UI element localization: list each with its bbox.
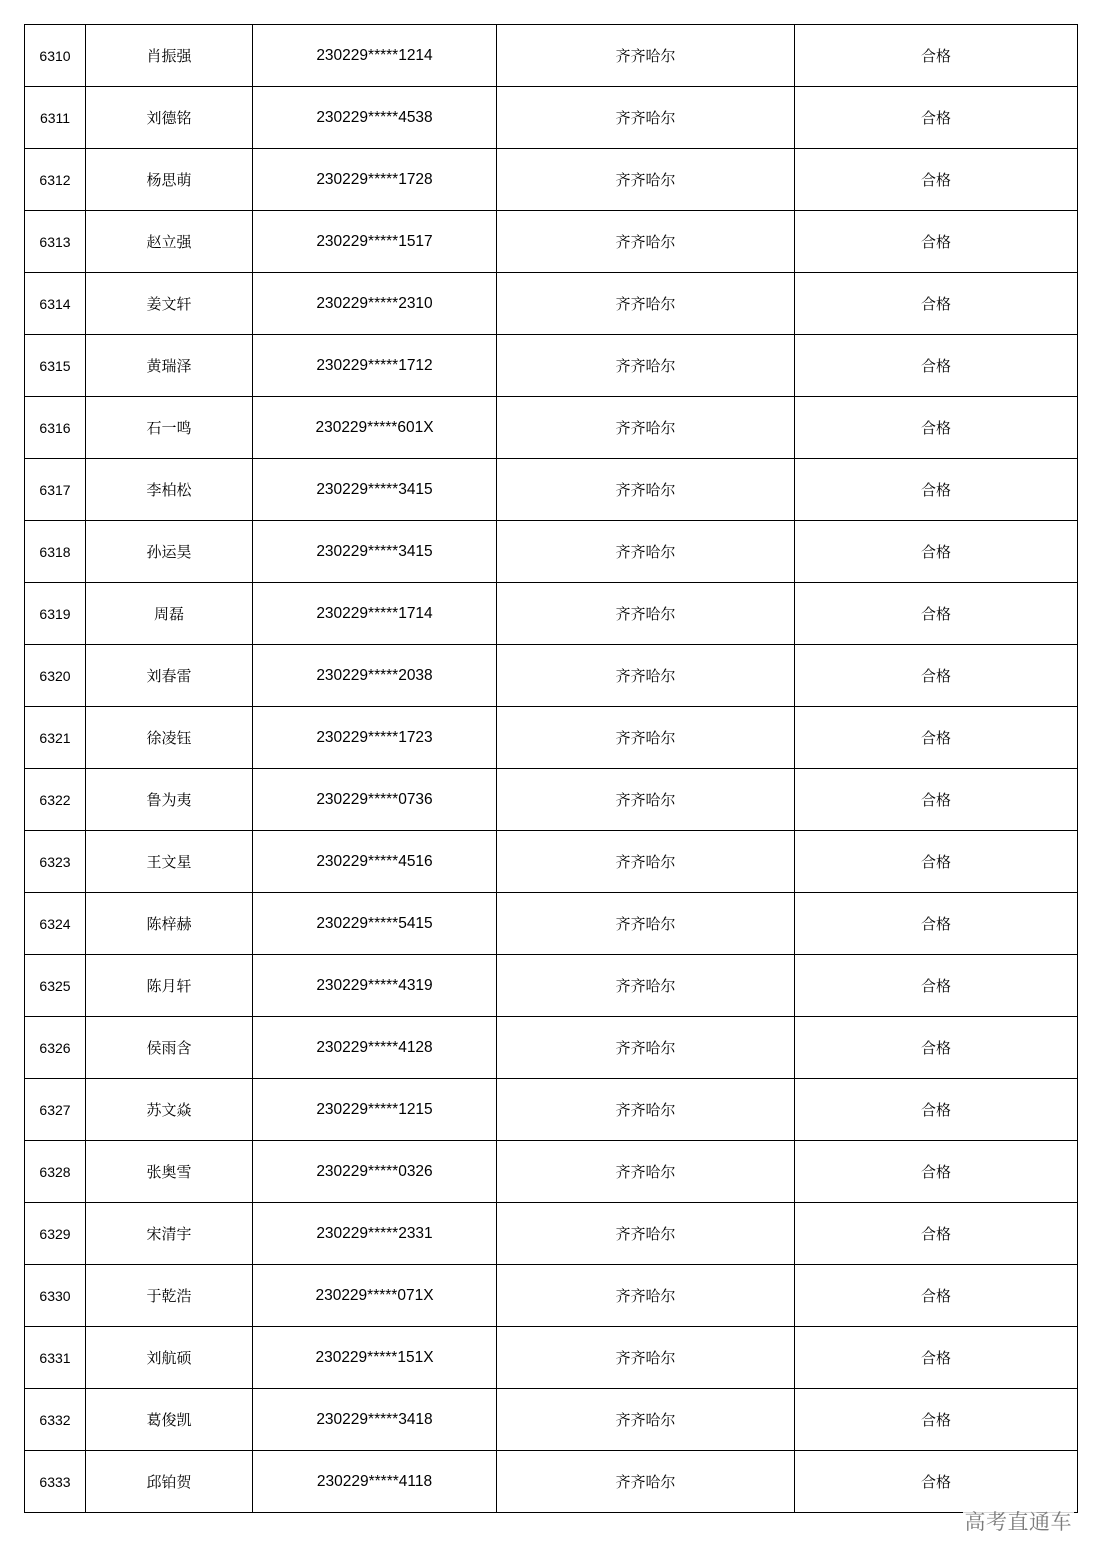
result-cell: 合格 bbox=[795, 149, 1078, 211]
city-cell: 齐齐哈尔 bbox=[497, 645, 795, 707]
serial-number-cell: 6326 bbox=[25, 1017, 86, 1079]
city-cell: 齐齐哈尔 bbox=[497, 1203, 795, 1265]
id-number-cell: 230229*****4118 bbox=[253, 1451, 497, 1513]
serial-number-cell: 6329 bbox=[25, 1203, 86, 1265]
serial-number-cell: 6324 bbox=[25, 893, 86, 955]
table-row bbox=[25, 87, 1078, 149]
name-cell: 陈月轩 bbox=[86, 955, 253, 1017]
table-row bbox=[25, 831, 1078, 893]
result-cell: 合格 bbox=[795, 25, 1078, 87]
serial-number-cell: 6330 bbox=[25, 1265, 86, 1327]
table-row bbox=[25, 1327, 1078, 1389]
serial-number-cell: 6318 bbox=[25, 521, 86, 583]
table-row bbox=[25, 955, 1078, 1017]
name-cell: 刘德铭 bbox=[86, 87, 253, 149]
id-number-cell: 230229*****1723 bbox=[253, 707, 497, 769]
table-row bbox=[25, 1389, 1078, 1451]
watermark-text: 高考直通车 bbox=[963, 1506, 1075, 1536]
name-cell: 宋清宇 bbox=[86, 1203, 253, 1265]
id-number-cell: 230229*****1728 bbox=[253, 149, 497, 211]
serial-number-cell: 6332 bbox=[25, 1389, 86, 1451]
city-cell: 齐齐哈尔 bbox=[497, 1265, 795, 1327]
name-cell: 周磊 bbox=[86, 583, 253, 645]
city-cell: 齐齐哈尔 bbox=[497, 211, 795, 273]
serial-number-cell: 6327 bbox=[25, 1079, 86, 1141]
city-cell: 齐齐哈尔 bbox=[497, 1451, 795, 1513]
table-row bbox=[25, 1203, 1078, 1265]
result-cell: 合格 bbox=[795, 521, 1078, 583]
city-cell: 齐齐哈尔 bbox=[497, 1017, 795, 1079]
name-cell: 肖振强 bbox=[86, 25, 253, 87]
serial-number-cell: 6333 bbox=[25, 1451, 86, 1513]
serial-number-cell: 6331 bbox=[25, 1327, 86, 1389]
id-number-cell: 230229*****3418 bbox=[253, 1389, 497, 1451]
city-cell: 齐齐哈尔 bbox=[497, 459, 795, 521]
name-cell: 邱铂贺 bbox=[86, 1451, 253, 1513]
id-number-cell: 230229*****1712 bbox=[253, 335, 497, 397]
table-row bbox=[25, 1141, 1078, 1203]
city-cell: 齐齐哈尔 bbox=[497, 149, 795, 211]
serial-number-cell: 6314 bbox=[25, 273, 86, 335]
id-number-cell: 230229*****0736 bbox=[253, 769, 497, 831]
id-number-cell: 230229*****4319 bbox=[253, 955, 497, 1017]
result-cell: 合格 bbox=[795, 583, 1078, 645]
id-number-cell: 230229*****4538 bbox=[253, 87, 497, 149]
serial-number-cell: 6320 bbox=[25, 645, 86, 707]
city-cell: 齐齐哈尔 bbox=[497, 1327, 795, 1389]
result-cell: 合格 bbox=[795, 1265, 1078, 1327]
id-number-cell: 230229*****0326 bbox=[253, 1141, 497, 1203]
city-cell: 齐齐哈尔 bbox=[497, 335, 795, 397]
id-number-cell: 230229*****1215 bbox=[253, 1079, 497, 1141]
id-number-cell: 230229*****2038 bbox=[253, 645, 497, 707]
name-cell: 姜文轩 bbox=[86, 273, 253, 335]
city-cell: 齐齐哈尔 bbox=[497, 831, 795, 893]
name-cell: 侯雨含 bbox=[86, 1017, 253, 1079]
name-cell: 石一鸣 bbox=[86, 397, 253, 459]
serial-number-cell: 6319 bbox=[25, 583, 86, 645]
city-cell: 齐齐哈尔 bbox=[497, 25, 795, 87]
result-cell: 合格 bbox=[795, 1079, 1078, 1141]
result-cell: 合格 bbox=[795, 459, 1078, 521]
name-cell: 孙运昊 bbox=[86, 521, 253, 583]
city-cell: 齐齐哈尔 bbox=[497, 1389, 795, 1451]
city-cell: 齐齐哈尔 bbox=[497, 955, 795, 1017]
serial-number-cell: 6311 bbox=[25, 87, 86, 149]
city-cell: 齐齐哈尔 bbox=[497, 1141, 795, 1203]
result-cell: 合格 bbox=[795, 1389, 1078, 1451]
table-row bbox=[25, 1017, 1078, 1079]
serial-number-cell: 6317 bbox=[25, 459, 86, 521]
result-cell: 合格 bbox=[795, 1203, 1078, 1265]
name-cell: 刘春雷 bbox=[86, 645, 253, 707]
id-number-cell: 230229*****4516 bbox=[253, 831, 497, 893]
id-number-cell: 230229*****601X bbox=[253, 397, 497, 459]
city-cell: 齐齐哈尔 bbox=[497, 521, 795, 583]
name-cell: 陈梓赫 bbox=[86, 893, 253, 955]
id-number-cell: 230229*****3415 bbox=[253, 521, 497, 583]
table-row bbox=[25, 459, 1078, 521]
name-cell: 于乾浩 bbox=[86, 1265, 253, 1327]
name-cell: 鲁为夷 bbox=[86, 769, 253, 831]
name-cell: 张奥雪 bbox=[86, 1141, 253, 1203]
id-number-cell: 230229*****151X bbox=[253, 1327, 497, 1389]
serial-number-cell: 6323 bbox=[25, 831, 86, 893]
id-number-cell: 230229*****071X bbox=[253, 1265, 497, 1327]
result-cell: 合格 bbox=[795, 1017, 1078, 1079]
serial-number-cell: 6313 bbox=[25, 211, 86, 273]
result-cell: 合格 bbox=[795, 1141, 1078, 1203]
result-cell: 合格 bbox=[795, 211, 1078, 273]
result-cell: 合格 bbox=[795, 893, 1078, 955]
table-row bbox=[25, 521, 1078, 583]
result-cell: 合格 bbox=[795, 397, 1078, 459]
id-number-cell: 230229*****3415 bbox=[253, 459, 497, 521]
id-number-cell: 230229*****2331 bbox=[253, 1203, 497, 1265]
id-number-cell: 230229*****1214 bbox=[253, 25, 497, 87]
result-cell: 合格 bbox=[795, 955, 1078, 1017]
table-row bbox=[25, 335, 1078, 397]
table-row bbox=[25, 707, 1078, 769]
city-cell: 齐齐哈尔 bbox=[497, 769, 795, 831]
table-row bbox=[25, 149, 1078, 211]
serial-number-cell: 6312 bbox=[25, 149, 86, 211]
result-cell: 合格 bbox=[795, 335, 1078, 397]
table-row bbox=[25, 1451, 1078, 1513]
serial-number-cell: 6315 bbox=[25, 335, 86, 397]
city-cell: 齐齐哈尔 bbox=[497, 893, 795, 955]
result-cell: 合格 bbox=[795, 831, 1078, 893]
table-row bbox=[25, 25, 1078, 87]
table-row bbox=[25, 1079, 1078, 1141]
city-cell: 齐齐哈尔 bbox=[497, 583, 795, 645]
table-row bbox=[25, 645, 1078, 707]
city-cell: 齐齐哈尔 bbox=[497, 87, 795, 149]
city-cell: 齐齐哈尔 bbox=[497, 397, 795, 459]
city-cell: 齐齐哈尔 bbox=[497, 707, 795, 769]
result-cell: 合格 bbox=[795, 273, 1078, 335]
id-number-cell: 230229*****1714 bbox=[253, 583, 497, 645]
name-cell: 葛俊凯 bbox=[86, 1389, 253, 1451]
name-cell: 刘航硕 bbox=[86, 1327, 253, 1389]
name-cell: 赵立强 bbox=[86, 211, 253, 273]
table-row bbox=[25, 397, 1078, 459]
result-cell: 合格 bbox=[795, 87, 1078, 149]
result-cell: 合格 bbox=[795, 645, 1078, 707]
table-body bbox=[25, 25, 1078, 1513]
table-row bbox=[25, 893, 1078, 955]
serial-number-cell: 6322 bbox=[25, 769, 86, 831]
table-row bbox=[25, 1265, 1078, 1327]
name-cell: 杨思萌 bbox=[86, 149, 253, 211]
id-number-cell: 230229*****2310 bbox=[253, 273, 497, 335]
id-number-cell: 230229*****5415 bbox=[253, 893, 497, 955]
city-cell: 齐齐哈尔 bbox=[497, 273, 795, 335]
name-cell: 苏文焱 bbox=[86, 1079, 253, 1141]
id-number-cell: 230229*****1517 bbox=[253, 211, 497, 273]
result-cell: 合格 bbox=[795, 769, 1078, 831]
table-row bbox=[25, 211, 1078, 273]
serial-number-cell: 6310 bbox=[25, 25, 86, 87]
name-cell: 王文星 bbox=[86, 831, 253, 893]
serial-number-cell: 6321 bbox=[25, 707, 86, 769]
name-cell: 李柏松 bbox=[86, 459, 253, 521]
serial-number-cell: 6325 bbox=[25, 955, 86, 1017]
name-cell: 徐凌钰 bbox=[86, 707, 253, 769]
table-row bbox=[25, 583, 1078, 645]
serial-number-cell: 6328 bbox=[25, 1141, 86, 1203]
table-row bbox=[25, 273, 1078, 335]
result-cell: 合格 bbox=[795, 1451, 1078, 1513]
id-number-cell: 230229*****4128 bbox=[253, 1017, 497, 1079]
city-cell: 齐齐哈尔 bbox=[497, 1079, 795, 1141]
name-cell: 黄瑞泽 bbox=[86, 335, 253, 397]
table-row bbox=[25, 769, 1078, 831]
results-table bbox=[24, 24, 1078, 1513]
result-cell: 合格 bbox=[795, 1327, 1078, 1389]
result-cell: 合格 bbox=[795, 707, 1078, 769]
serial-number-cell: 6316 bbox=[25, 397, 86, 459]
